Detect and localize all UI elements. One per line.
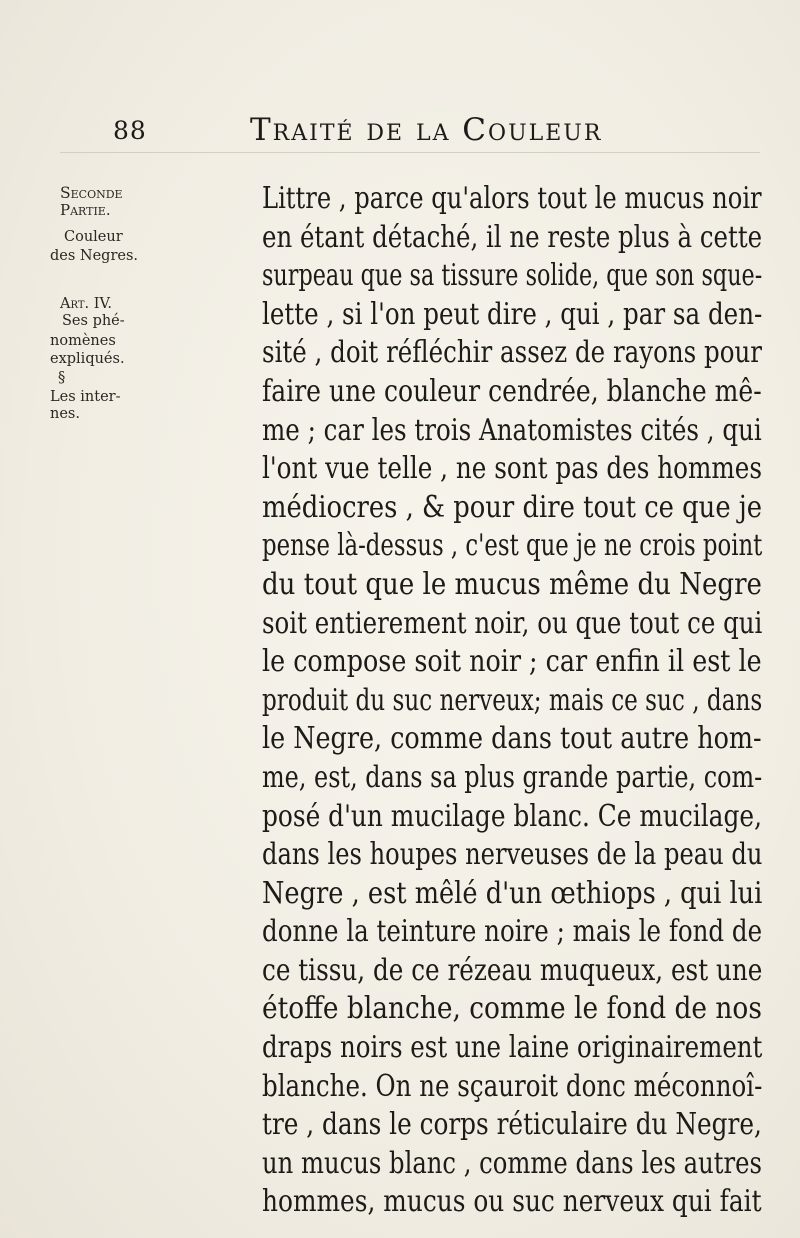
- text-line: pense là-dessus , c'est que je ne crois point: [262, 528, 763, 564]
- text-line: le compose soit noir ; car enfin il est le: [262, 644, 762, 680]
- margin-note: Partie.: [60, 201, 111, 219]
- text-line: faire une couleur cendrée, blanche mê-: [262, 373, 762, 409]
- margin-note: Les inter-: [50, 389, 121, 405]
- text-line: me, est, dans sa plus grande partie, com-: [262, 759, 763, 795]
- text-line: lette , si l'on peut dire , qui , par sa den-: [262, 296, 763, 332]
- text-line: en étant détaché, il ne reste plus à cette: [262, 219, 763, 255]
- text-line: l'ont vue telle , ne sont pas des hommes: [262, 451, 763, 487]
- text-line: blanche. On ne sçauroit donc méconnoî-: [262, 1068, 763, 1104]
- margin-note: expliqués.: [50, 351, 125, 367]
- text-line: draps noirs est une laine originairement: [262, 1030, 763, 1066]
- text-line: soit entierement noir, ou que tout ce qui: [262, 605, 763, 641]
- margin-note: Art. IV.: [60, 296, 112, 312]
- page-number: 88: [113, 116, 147, 145]
- text-line: le Negre, comme dans tout autre hom-: [262, 721, 762, 757]
- margin-note: nes.: [50, 406, 80, 422]
- text-line: un mucus blanc , comme dans les autres: [262, 1145, 762, 1181]
- body-text: [262, 180, 800, 1222]
- text-line: posé d'un mucilage blanc. Ce mucilage,: [262, 798, 762, 834]
- text-line: étoffe blanche, comme le fond de nos: [262, 991, 762, 1027]
- running-title: Traité de la Couleur: [250, 112, 603, 148]
- text-line: tre , dans le corps réticulaire du Negre,: [262, 1107, 762, 1143]
- margin-note: nomènes: [50, 333, 116, 349]
- text-line: me ; car les trois Anatomistes cités , qui: [262, 412, 762, 448]
- margin-note: Couleur: [64, 229, 123, 245]
- text-line: sité , doit réfléchir assez de rayons pour: [262, 335, 763, 371]
- margin-note: §: [58, 370, 66, 386]
- text-line: ce tissu, de ce rézeau muqueux, est une: [262, 952, 763, 988]
- text-line: du tout que le mucus même du Negre: [262, 566, 762, 602]
- text-line: médiocres , & pour dire tout ce que je: [262, 489, 763, 525]
- margin-note: Ses phé-: [62, 313, 125, 329]
- text-line: surpeau que sa tissure solide, que son sque-: [262, 258, 763, 294]
- text-line: dans les houpes nerveuses de la peau du: [262, 837, 763, 873]
- margin-note: des Negres.: [50, 248, 139, 264]
- margin-note: Seconde: [60, 184, 123, 202]
- text-line: Negre , est mêlé d'un œthiops , qui lui: [262, 875, 763, 911]
- text-line: produit du suc nerveux; mais ce suc , dans: [262, 682, 763, 718]
- text-line: donne la teinture noire ; mais le fond de: [262, 914, 763, 950]
- text-line: Littre , parce qu'alors tout le mucus noir: [262, 181, 762, 216]
- text-line: hommes, mucus ou suc nerveux qui fait: [262, 1184, 762, 1220]
